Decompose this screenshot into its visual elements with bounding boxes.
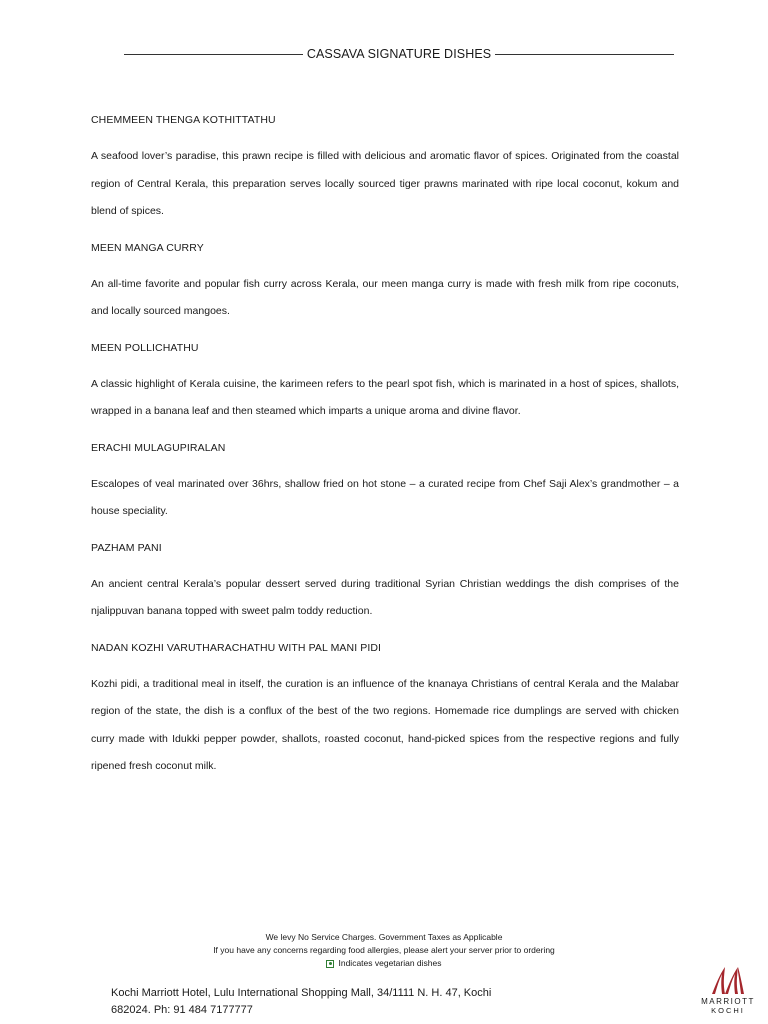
dish-item [91, 638, 679, 781]
section-title-row [124, 47, 674, 61]
dish-name: MEEN POLLICHATHU [91, 341, 199, 354]
title-right-rule [495, 54, 674, 55]
title-left-rule [124, 54, 303, 55]
logo-city-text: KOCHI [711, 1006, 745, 1015]
dish-name: CHEMMEEN THENGA KOTHITTATHU [91, 114, 276, 126]
marriott-logo [688, 964, 768, 1015]
dish-description: An all-time favorite and popular fish curry across Kerala, our meen manga curry is made with fresh milk from ripe coconuts, and locally sourced mangoes. [91, 277, 679, 317]
dish-description: A classic highlight of Kerala cuisine, the karimeen refers to the pearl spot fish, which is marinated in a host of spices, shallots, wrapped in a banana leaf and then steamed which imparts a unique aroma and divine flavor. [91, 377, 679, 417]
logo-brand-text: MARRIOTT [701, 997, 755, 1006]
allergy-note: If you have any concerns regarding food allergies, please alert your server prior to ordering [213, 945, 555, 955]
dish-name: NADAN KOZHI VARUTHARACHATHU WITH PAL MANI PIDI [91, 641, 382, 654]
veg-legend [326, 957, 441, 970]
dish-item [91, 338, 679, 426]
veg-legend-label: Indicates vegetarian dishes [338, 958, 442, 968]
marriott-m-logo-icon [708, 964, 748, 996]
dish-item [91, 238, 679, 326]
dish-item [91, 110, 679, 226]
dish-list [91, 110, 679, 793]
page-title: CASSAVA SIGNATURE DISHES [306, 47, 492, 61]
dish-name: MEEN MANGA CURRY [91, 241, 204, 254]
dish-description: A seafood lover’s paradise, this prawn recipe is filled with delicious and aromatic flavor of spices. Originated from the coastal region of Central Kerala, this preparation serves locally sourced tiger prawns marinated with ripe local coconut, kokum and blend of spices. [91, 150, 679, 217]
dish-description: Escalopes of veal marinated over 36hrs, shallow fried on hot stone – a curated recipe from Chef Saji Alex’s grandmother – a house speciality. [91, 477, 679, 517]
dish-item [91, 438, 679, 526]
dish-item [91, 538, 679, 626]
hotel-address [111, 985, 531, 1019]
footer-notes [0, 931, 768, 972]
address-line-2: 682024. Ph: 91 484 7177777 [111, 1004, 253, 1016]
dish-name: PAZHAM PANI [91, 541, 162, 554]
service-charge-note: We levy No Service Charges. Government Taxes as Applicable [265, 932, 503, 942]
address-line-1: Kochi Marriott Hotel, Lulu International Shopping Mall, 34/1111 N. H. 47, Kochi [111, 987, 492, 999]
dish-description: An ancient central Kerala’s popular dessert served during traditional Syrian Christian weddings the dish comprises of the njalippuvan banana topped with sweet palm toddy reduction. [91, 577, 679, 617]
veg-indicator-icon [326, 960, 334, 968]
dish-description: Kozhi pidi, a traditional meal in itself, the curation is an influence of the knanaya Christians of central Kerala and the Malabar region of the state, the dish is a conflux of the best of the two regions. Homemade rice dumplings are served with chicken curry made with Idukki pepper powder, shallots, roasted coconut, hand-picked spices from the respective regions and fully ripened fresh coconut milk. [91, 677, 679, 772]
dish-name: ERACHI MULAGUPIRALAN [91, 441, 226, 454]
